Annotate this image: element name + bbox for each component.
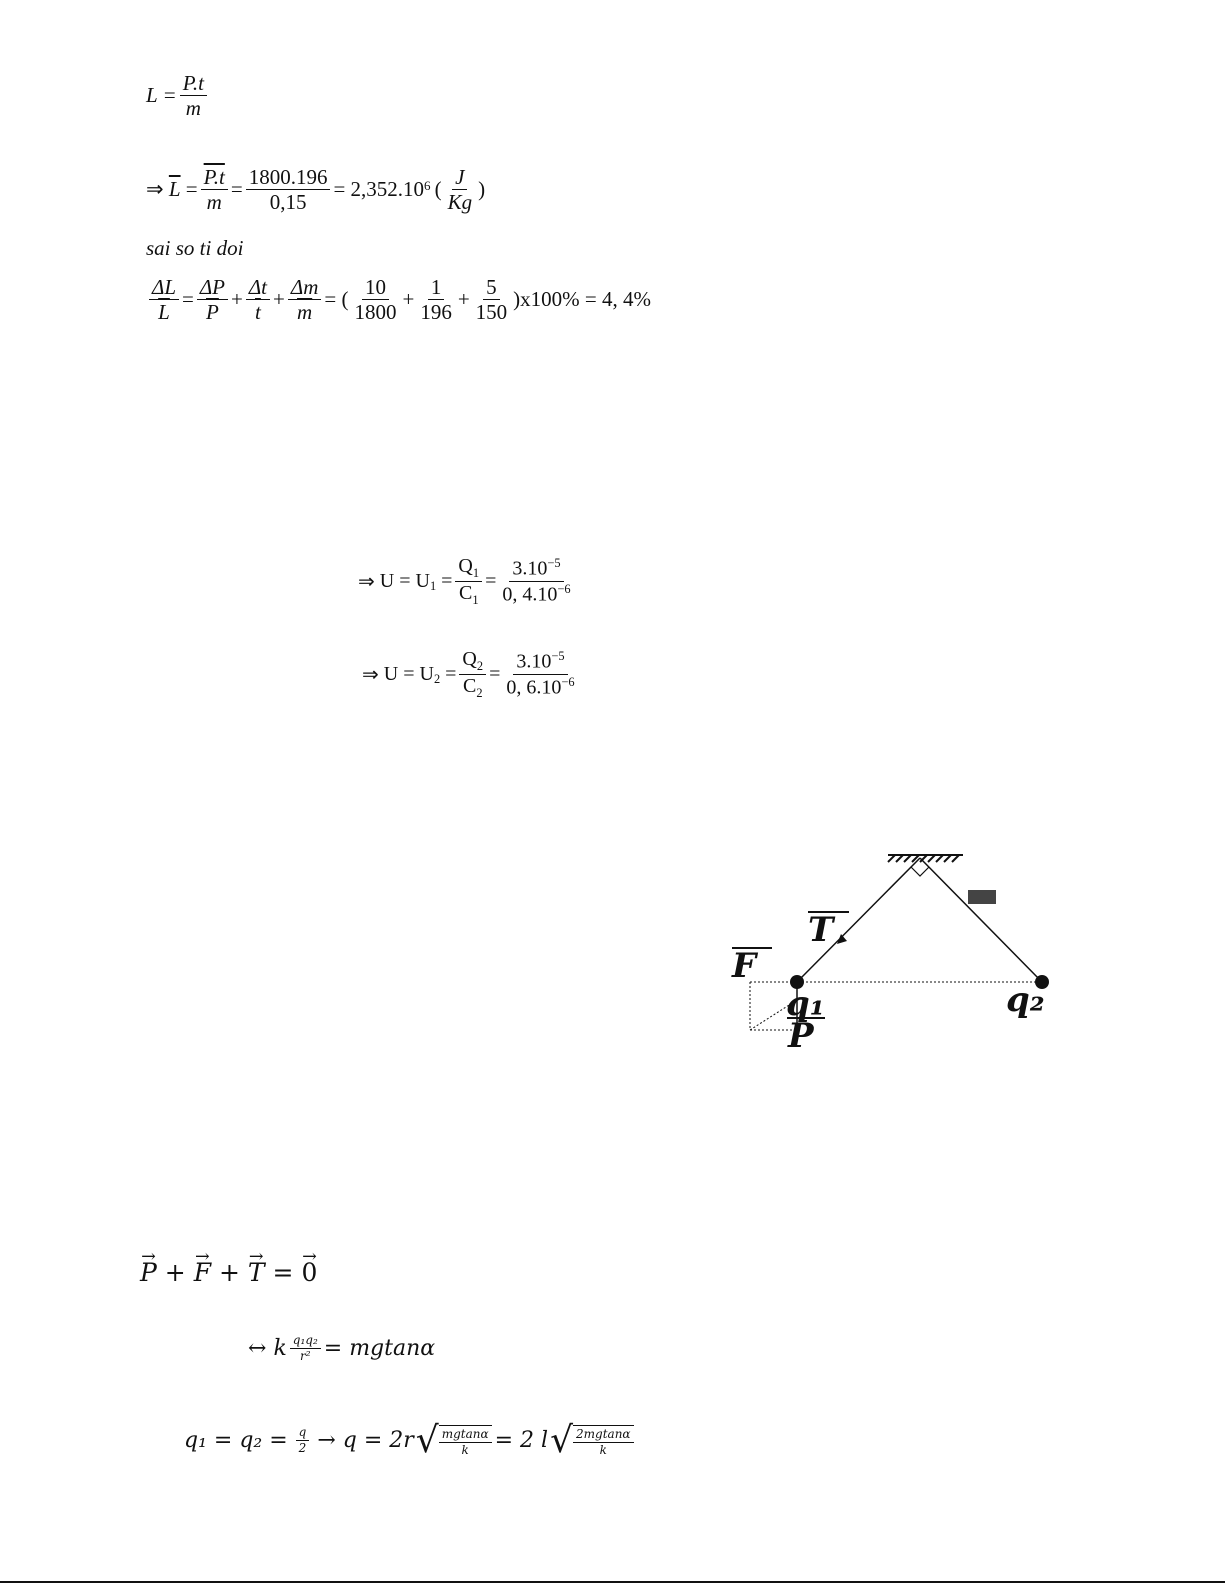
equals-sign: = (185, 177, 198, 202)
fraction-numerator: 5 (483, 276, 500, 300)
relative-error-result: )x100% = 4, 4% (513, 287, 651, 312)
fraction-numerator: q (296, 1426, 310, 1441)
fraction-numerator: Δt (246, 276, 270, 300)
equals-sign: = (272, 1258, 294, 1287)
vector-f: → F (194, 1258, 211, 1287)
vector-p: → P (140, 1258, 157, 1287)
exponent: −6 (561, 675, 575, 690)
exponent: −5 (551, 649, 565, 664)
result-value: = 2,352.10 (333, 177, 425, 202)
fraction-denominator: r² (300, 1348, 311, 1363)
fraction-numerator: 1800.196 (246, 166, 331, 190)
fraction-numerator: ΔL (149, 276, 179, 300)
fraction-denominator: m (206, 190, 222, 215)
zero-vector: → 0 (301, 1258, 317, 1287)
formula-u1: ⇒ U = U $_1$ = $\frac{Q_1}{C_1}$ = $\frac{3.10^{-5}}{0, 4.10^{-6}}$ (358, 555, 571, 608)
formula-lhs: U = U (383, 663, 434, 686)
formula-u2: ⇒ U = U $_2$ = $\frac{Q_2}{C_2}$ = $\frac{3.10^{-5}}{0, 6.10^{-6}}$ (362, 648, 575, 701)
result-exponent: 6 (424, 178, 431, 193)
formula-relative-error: $\frac{\Delta L}{L}$ = $\frac{\Delta P}{P}$ + $\frac{\Delta t}{t}$ + $\frac{\Delta m}{m}$ = ( $\frac{10}{1800}$ + $\frac{1}{196}$ + $\frac{5}{150}$ )x100% = 4, 4% (146, 276, 651, 323)
formula-force-balance (140, 1258, 317, 1287)
subscript: 2 (476, 659, 484, 673)
formula-l-value: ⇒ $\overline{L}$ = $\frac{P.t}{m}$ = $\frac{1800.196}{0,15}$ = 2,352.10 6 ( $\frac{J}{Kg}$ ) (146, 165, 486, 215)
fraction-denominator: C (462, 675, 477, 698)
subscript: 1 (472, 566, 480, 580)
sqrt-sign: √ (415, 1420, 439, 1461)
fraction-numerator: mgtanα (439, 1428, 492, 1443)
formula-lhs: q₁ = q₂ = (184, 1428, 288, 1453)
fraction-denominator: P (206, 300, 219, 325)
charges-diagram (725, 840, 1065, 1070)
fraction-denominator: k (599, 1442, 607, 1457)
tension-arrowhead (837, 934, 847, 944)
fraction-numerator: 1 (428, 276, 445, 300)
fraction-denominator: 0, 6.10 (506, 676, 562, 699)
l-mean: $\overline{L}$ (168, 177, 181, 202)
implies-arrow: ⇒ (358, 571, 375, 594)
fraction-numerator: 10 (362, 276, 389, 300)
fraction-denominator: 1800 (354, 300, 397, 325)
fraction-numerator: P.t (201, 166, 228, 190)
fraction-numerator: Q (462, 648, 477, 670)
exponent: −5 (547, 556, 561, 571)
exponent: −6 (557, 582, 571, 597)
equivalence-arrow: ↔ (248, 1335, 267, 1361)
fraction-numerator: ΔP (197, 276, 228, 300)
fraction-denominator: 2 (298, 1441, 307, 1455)
fraction-denominator: 150 (475, 300, 508, 325)
fraction-numerator: q₁q₂ (290, 1334, 321, 1349)
formula-lhs: U = U (379, 570, 430, 593)
formula-rhs: = mgtanα (323, 1335, 436, 1361)
right-angle-marker (911, 867, 929, 876)
formula-equals-2l: = 2 l (494, 1428, 549, 1453)
fraction-numerator: Δm (288, 276, 322, 300)
ceiling-support (888, 855, 963, 862)
fraction-numerator: Q (458, 555, 473, 577)
page-bottom-border (0, 1581, 1225, 1583)
fraction-denominator: L (158, 300, 170, 325)
fraction-denominator: m (297, 300, 313, 325)
label-force: F (732, 946, 757, 986)
label-tension: T (808, 910, 834, 950)
fraction-denominator: m (185, 96, 201, 121)
implies-arrow: ⇒ (362, 664, 379, 687)
fraction-denominator: k (461, 1442, 469, 1457)
unit-numerator: J (452, 166, 467, 190)
angle-mark-icon (968, 890, 996, 904)
implies-arrow: ⇒ (146, 177, 164, 202)
coulomb-constant: k (273, 1335, 287, 1361)
formula-coulomb-balance (248, 1334, 435, 1362)
plus-sign: + (164, 1258, 186, 1287)
fraction-denominator: 0, 4.10 (502, 583, 558, 606)
fraction-numerator: P.t (180, 72, 207, 96)
subscript: 2 (433, 672, 441, 687)
fraction-numerator: 3.10 (512, 558, 548, 581)
subscript: 2 (476, 686, 483, 701)
label-weight: P (788, 1016, 814, 1056)
string-right (920, 858, 1042, 982)
vector-t: → T (248, 1258, 265, 1287)
plus-sign: + (219, 1258, 240, 1287)
relative-error-label: sai so ti doi (146, 236, 244, 260)
label-q1: q₁ (786, 984, 825, 1024)
label-q2: q₂ (1006, 980, 1045, 1020)
formula-middle: → q = 2r (317, 1428, 414, 1453)
formula-charge-result (184, 1420, 637, 1461)
fraction-numerator: 3.10 (516, 651, 552, 674)
formula-l-definition (146, 72, 210, 119)
formula-lhs: L = (146, 83, 177, 108)
fraction-denominator: 0,15 (269, 190, 307, 215)
unit-denominator: Kg (447, 190, 473, 215)
fraction-numerator: 2mgtanα (573, 1428, 634, 1443)
subscript: 1 (429, 579, 437, 594)
fraction-denominator: C (458, 582, 473, 605)
subscript: 1 (472, 593, 479, 608)
equals-sign: = (230, 177, 243, 202)
fraction-denominator: 196 (420, 300, 452, 325)
fraction-denominator: t (255, 300, 261, 325)
sqrt-sign: √ (550, 1420, 574, 1461)
